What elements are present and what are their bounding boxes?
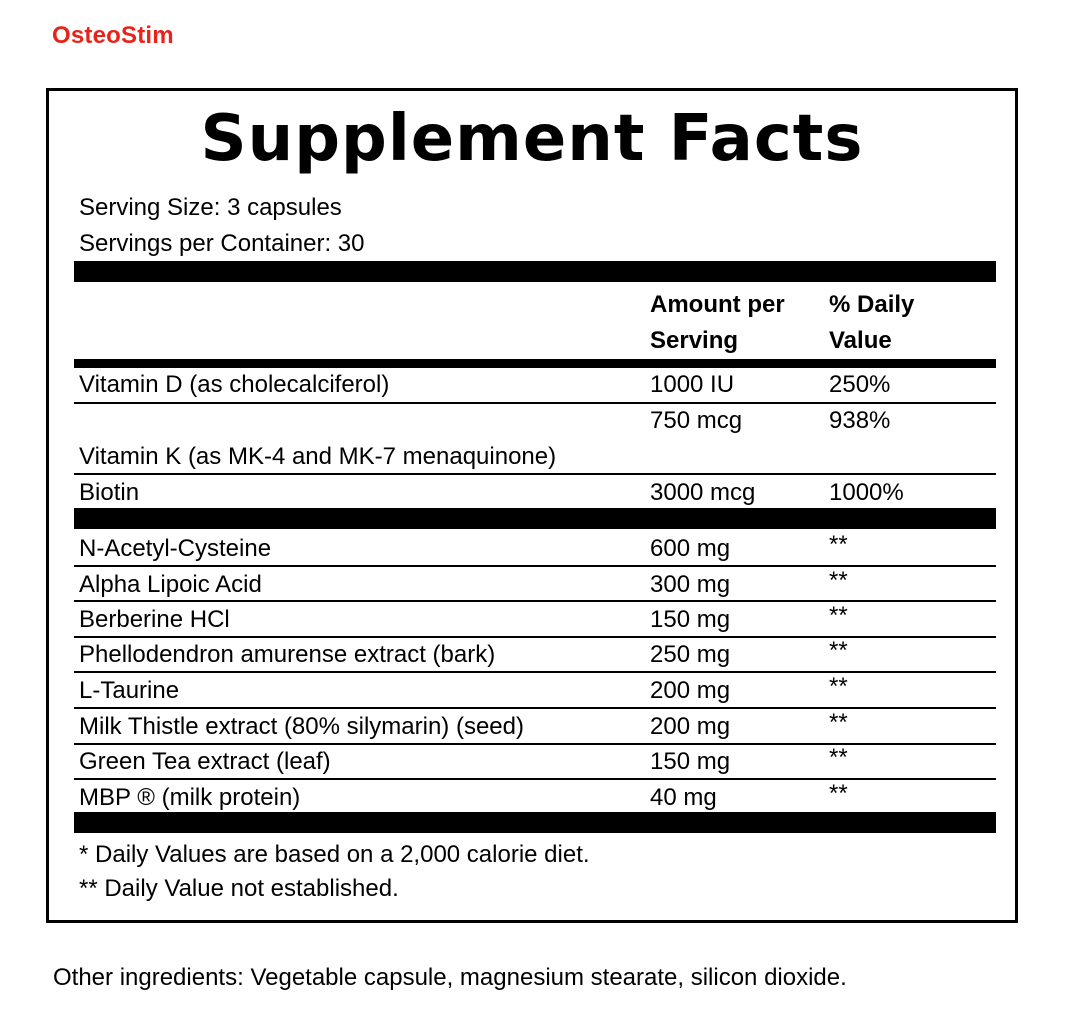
divider-bar-middle xyxy=(74,508,996,529)
ingredient-amount: 300 mg xyxy=(650,571,731,598)
ingredient-daily-value: ** xyxy=(829,709,848,736)
ingredient-amount: 150 mg xyxy=(650,748,731,775)
header-amount-line1: Amount per xyxy=(650,291,785,318)
ingredient-amount: 250 mg xyxy=(650,641,731,668)
ingredient-daily-value: ** xyxy=(829,744,848,771)
nutrient-daily-value: 250% xyxy=(829,371,891,398)
ingredient-amount: 40 mg xyxy=(650,784,717,811)
row-divider xyxy=(74,707,996,709)
ingredient-daily-value: ** xyxy=(829,637,848,664)
row-divider xyxy=(74,778,996,780)
nutrient-daily-value: 938% xyxy=(829,407,891,434)
other-ingredients: Other ingredients: Vegetable capsule, magnesium stearate, silicon dioxide. xyxy=(53,964,847,991)
divider-bar-bottom xyxy=(74,812,996,833)
divider-bar-header xyxy=(74,359,996,368)
ingredient-name: L-Taurine xyxy=(79,677,180,704)
row-divider xyxy=(74,636,996,638)
panel-title: Supplement Facts xyxy=(200,102,864,176)
ingredient-name: Phellodendron amurense extract (bark) xyxy=(79,641,496,668)
header-amount-line2: Serving xyxy=(650,327,739,354)
ingredient-name: Milk Thistle extract (80% silymarin) (seed) xyxy=(79,713,524,740)
ingredient-daily-value: ** xyxy=(829,531,848,558)
ingredient-name: Green Tea extract (leaf) xyxy=(79,748,331,775)
header-dv-line2: Value xyxy=(829,327,892,354)
row-divider xyxy=(74,473,996,475)
brand-name: OsteoStim xyxy=(52,22,174,49)
nutrient-amount: 1000 IU xyxy=(650,371,735,398)
row-divider xyxy=(74,600,996,602)
ingredient-amount: 150 mg xyxy=(650,606,731,633)
nutrient-amount: 3000 mcg xyxy=(650,479,756,506)
row-divider xyxy=(74,743,996,745)
footnote-daily-values: * Daily Values are based on a 2,000 calorie diet. xyxy=(79,841,590,868)
ingredient-daily-value: ** xyxy=(829,602,848,629)
nutrient-name: Biotin xyxy=(79,479,140,506)
row-divider xyxy=(74,671,996,673)
ingredient-name: N-Acetyl-Cysteine xyxy=(79,535,272,562)
ingredient-daily-value: ** xyxy=(829,673,848,700)
ingredient-name: MBP ® (milk protein) xyxy=(79,784,301,811)
footnote-not-established: ** Daily Value not established. xyxy=(79,875,399,902)
ingredient-name: Berberine HCl xyxy=(79,606,230,633)
row-divider xyxy=(74,402,996,404)
serving-size: Serving Size: 3 capsules xyxy=(79,194,342,221)
ingredient-amount: 600 mg xyxy=(650,535,731,562)
nutrient-amount: 750 mcg xyxy=(650,407,743,434)
nutrient-daily-value: 1000% xyxy=(829,479,904,506)
ingredient-amount: 200 mg xyxy=(650,713,731,740)
nutrient-name: Vitamin D (as cholecalciferol) xyxy=(79,371,390,398)
divider-bar-top xyxy=(74,261,996,282)
ingredient-amount: 200 mg xyxy=(650,677,731,704)
header-dv-line1: % Daily xyxy=(829,291,915,318)
nutrient-name: Vitamin K (as MK-4 and MK-7 menaquinone) xyxy=(79,443,557,470)
ingredient-name: Alpha Lipoic Acid xyxy=(79,571,262,598)
supplement-facts-panel xyxy=(46,88,1018,923)
ingredient-daily-value: ** xyxy=(829,567,848,594)
ingredient-daily-value: ** xyxy=(829,780,848,807)
row-divider xyxy=(74,565,996,567)
servings-per-container: Servings per Container: 30 xyxy=(79,230,365,257)
